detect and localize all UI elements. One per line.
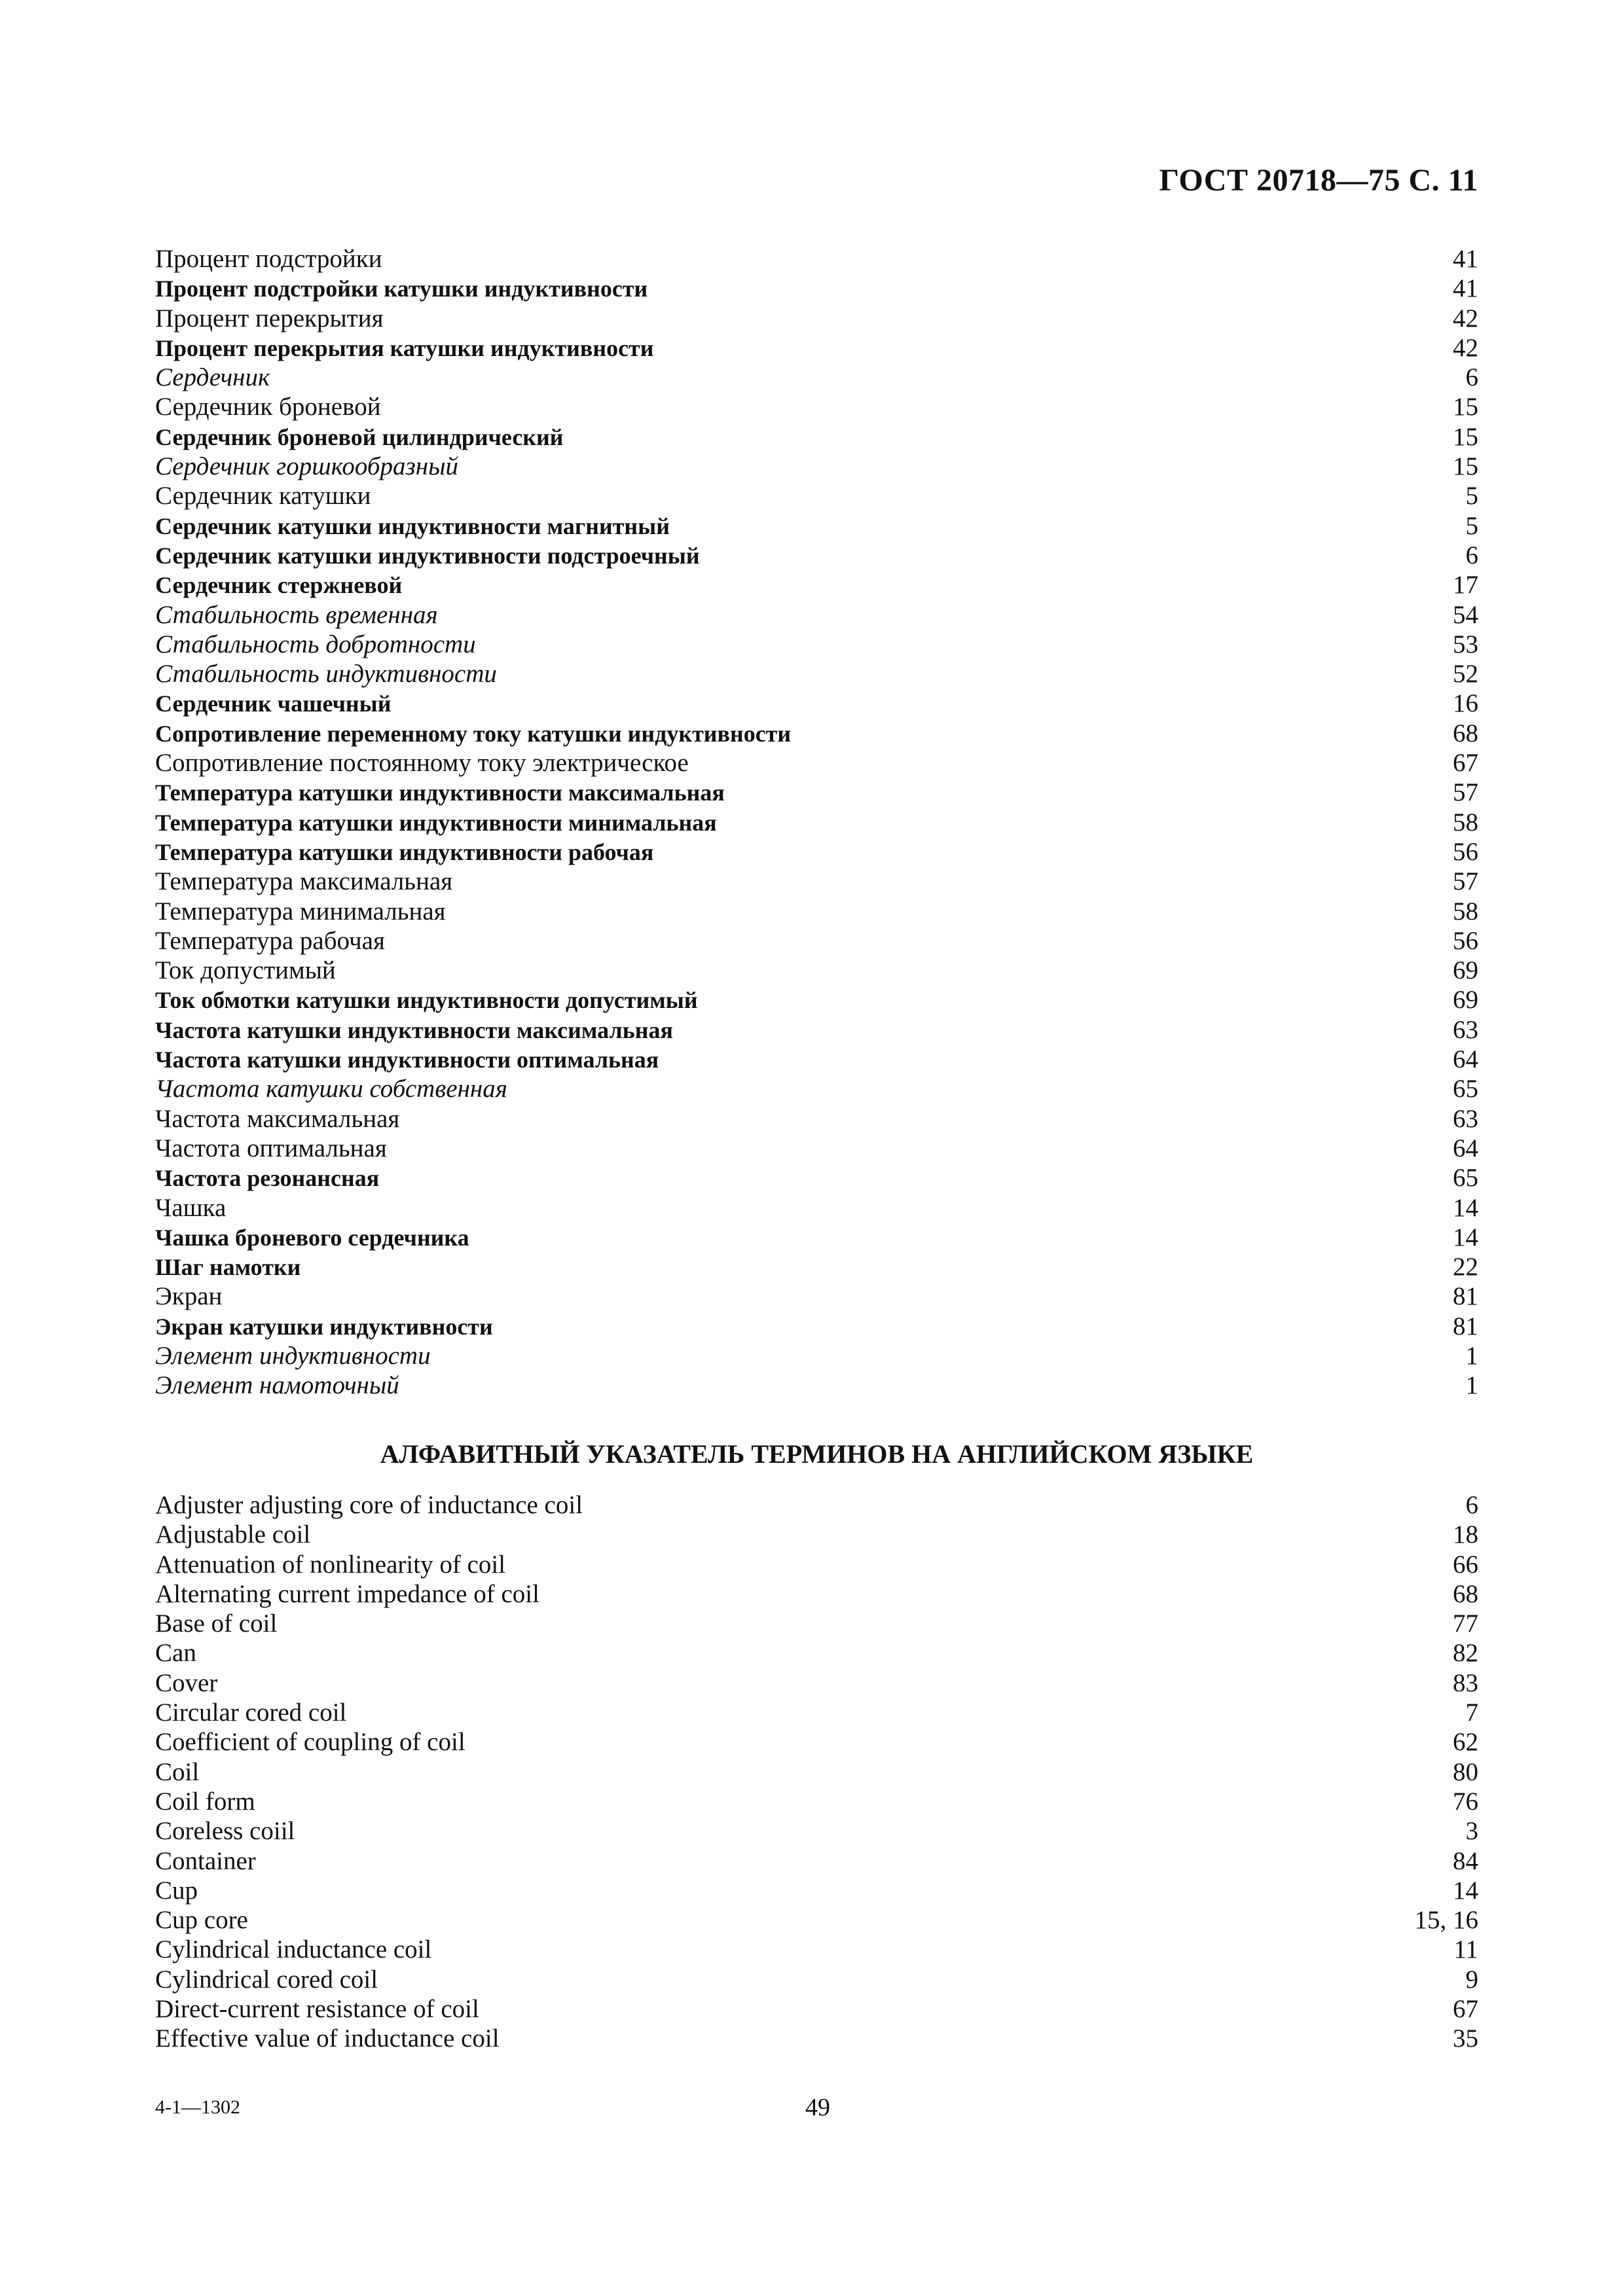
index-term: Процент подстройки катушки индуктивности	[155, 276, 648, 302]
index-term: Стабильность индуктивности	[155, 660, 497, 689]
index-term: Сердечник броневой	[155, 393, 381, 422]
index-term: Сердечник катушки индуктивности подстроечный	[155, 542, 700, 569]
index-entry	[155, 1074, 1478, 1103]
index-term-number: 67	[1453, 749, 1478, 778]
index-term: Cup core	[155, 1906, 248, 1935]
index-term: Сердечник катушки индуктивности магнитный	[155, 512, 670, 539]
index-term: Cup	[155, 1876, 198, 1905]
index-term: Coil form	[155, 1787, 255, 1816]
index-term-number: 41	[1453, 245, 1478, 273]
index-term-number: 68	[1453, 719, 1478, 747]
index-term-number: 42	[1453, 333, 1478, 362]
index-entry	[155, 867, 1478, 896]
index-entry	[155, 1638, 1478, 1668]
index-entry	[155, 1757, 1478, 1787]
index-entry	[155, 956, 1478, 985]
index-entry	[155, 837, 1478, 867]
index-entry	[155, 274, 1478, 303]
index-term: Cylindrical inductance coil	[155, 1935, 432, 1964]
index-term: Сердечник горшкообразный	[155, 452, 459, 481]
index-term-number: 15	[1453, 393, 1478, 422]
index-term: Coil	[155, 1757, 200, 1786]
index-entry	[155, 1282, 1478, 1311]
index-entry	[155, 926, 1478, 956]
index-term: Чашка броневого сердечника	[155, 1224, 469, 1251]
index-term: Cylindrical cored coil	[155, 1965, 378, 1994]
index-term: Температура максимальная	[155, 867, 453, 896]
index-entry	[155, 1312, 1478, 1341]
index-entry	[155, 719, 1478, 748]
index-term: Coreless coiil	[155, 1817, 295, 1846]
index-term: Частота катушки индуктивности оптимальная	[155, 1047, 659, 1073]
index-term: Частота оптимальная	[155, 1134, 387, 1162]
index-term-number: 84	[1453, 1846, 1478, 1875]
index-entry	[155, 452, 1478, 481]
index-entry	[155, 1787, 1478, 1816]
index-entry	[155, 541, 1478, 570]
index-term-number: 6	[1465, 1491, 1478, 1519]
index-term: Base of coil	[155, 1609, 278, 1638]
index-entry	[155, 1846, 1478, 1876]
index-entry	[155, 570, 1478, 600]
index-entry	[155, 659, 1478, 689]
index-entry	[155, 897, 1478, 926]
index-term-number: 83	[1453, 1668, 1478, 1697]
index-entry	[155, 1193, 1478, 1223]
index-term-number: 66	[1453, 1550, 1478, 1579]
index-term-number: 14	[1453, 1193, 1478, 1222]
index-entry	[155, 1727, 1478, 1757]
index-term: Сердечник чашечный	[155, 691, 392, 717]
index-entry	[155, 778, 1478, 807]
index-term-number: 11	[1453, 1935, 1478, 1964]
index-term-number: 82	[1453, 1639, 1478, 1668]
index-term-number: 53	[1453, 630, 1478, 658]
index-term: Coefficient of coupling of coil	[155, 1728, 465, 1757]
index-entry	[155, 2024, 1478, 2053]
index-term-number: 56	[1453, 837, 1478, 866]
english-term-index	[155, 1490, 1478, 2054]
index-term-number: 65	[1453, 1164, 1478, 1193]
index-term: Attenuation of nonlinearity of coil	[155, 1550, 506, 1579]
index-term-number: 80	[1453, 1757, 1478, 1786]
index-entry	[155, 1015, 1478, 1045]
index-term: Adjuster adjusting core of inductance coil	[155, 1491, 583, 1519]
index-term-number: 1	[1465, 1371, 1478, 1400]
index-term: Частота катушки индуктивности максимальная	[155, 1016, 673, 1043]
index-term-number: 63	[1453, 1104, 1478, 1133]
index-term: Элемент намоточный	[155, 1371, 399, 1400]
index-term-number: 81	[1453, 1312, 1478, 1340]
index-term: Ток обмотки катушки индуктивности допустимый	[155, 987, 698, 1014]
index-term-number: 52	[1453, 660, 1478, 689]
index-term-number: 15	[1453, 422, 1478, 451]
index-entry	[155, 808, 1478, 837]
index-term-number: 56	[1453, 926, 1478, 955]
index-term-number: 54	[1453, 600, 1478, 629]
index-term-number: 16	[1453, 689, 1478, 718]
index-term-number: 7	[1465, 1698, 1478, 1727]
index-term-number: 69	[1453, 956, 1478, 985]
index-term: Can	[155, 1639, 196, 1668]
index-entry	[155, 1816, 1478, 1846]
index-term: Сердечник стержневой	[155, 572, 403, 599]
index-term: Circular cored coil	[155, 1698, 347, 1727]
index-term-number: 17	[1453, 571, 1478, 600]
index-term-number: 6	[1465, 541, 1478, 569]
footer-code: 4-1—1302	[155, 2096, 240, 2118]
index-term-number: 22	[1453, 1253, 1478, 1282]
index-term: Сердечник	[155, 363, 270, 392]
index-term-number: 1	[1465, 1341, 1478, 1370]
index-entry	[155, 422, 1478, 452]
index-entry	[155, 244, 1478, 274]
index-term: Стабильность добротности	[155, 630, 476, 658]
english-index-title: АЛФАВИТНЫЙ УКАЗАТЕЛЬ ТЕРМИНОВ НА АНГЛИЙСКОМ ЯЗЫКЕ	[380, 1439, 1254, 1469]
index-term: Effective value of inductance coil	[155, 2024, 500, 2053]
index-entry	[155, 1252, 1478, 1282]
page-number: 49	[805, 2094, 830, 2121]
index-term-number: 6	[1465, 363, 1478, 392]
index-term: Чашка	[155, 1193, 227, 1222]
index-entry	[155, 1609, 1478, 1638]
index-entry	[155, 1876, 1478, 1905]
page-header: ГОСТ 20718—75 С. 11	[1159, 163, 1478, 198]
index-entry	[155, 1698, 1478, 1727]
index-entry	[155, 1668, 1478, 1698]
index-entry	[155, 1520, 1478, 1549]
index-entry	[155, 630, 1478, 659]
index-entry	[155, 1163, 1478, 1193]
index-term-number: 64	[1453, 1045, 1478, 1074]
index-entry	[155, 1104, 1478, 1134]
index-term: Элемент индуктивности	[155, 1341, 431, 1370]
index-term: Стабильность временная	[155, 600, 438, 629]
index-entry	[155, 689, 1478, 718]
index-term-number: 76	[1453, 1787, 1478, 1816]
index-entry	[155, 1905, 1478, 1935]
index-term-number: 77	[1453, 1609, 1478, 1638]
russian-term-index	[155, 244, 1478, 1401]
index-entry	[155, 333, 1478, 363]
index-term-number: 18	[1453, 1520, 1478, 1549]
index-entry	[155, 1223, 1478, 1252]
index-term: Cover	[155, 1668, 218, 1697]
index-term: Частота резонансная	[155, 1165, 380, 1192]
index-term-number: 62	[1453, 1728, 1478, 1757]
index-entry	[155, 1965, 1478, 1994]
index-entry	[155, 1341, 1478, 1371]
index-term: Процент перекрытия катушки индуктивности	[155, 334, 654, 361]
index-term: Процент перекрытия	[155, 304, 384, 332]
index-term: Экран	[155, 1282, 223, 1311]
index-entry	[155, 1490, 1478, 1520]
index-term: Ток допустимый	[155, 956, 336, 985]
index-term-number: 5	[1465, 482, 1478, 511]
index-term-number: 42	[1453, 304, 1478, 332]
index-term: Adjustable coil	[155, 1520, 311, 1549]
index-term: Экран катушки индуктивности	[155, 1313, 493, 1340]
index-term-number: 9	[1465, 1965, 1478, 1994]
index-entry	[155, 1045, 1478, 1074]
index-entry	[155, 1935, 1478, 1964]
index-entry	[155, 511, 1478, 541]
index-term-number: 67	[1453, 1995, 1478, 2024]
index-term-number: 57	[1453, 778, 1478, 807]
index-term-number: 15, 16	[1414, 1906, 1478, 1935]
index-entry	[155, 1134, 1478, 1163]
index-term: Температура рабочая	[155, 926, 385, 955]
index-entry	[155, 392, 1478, 422]
index-term: Alternating current impedance of coil	[155, 1579, 539, 1608]
index-term: Температура катушки индуктивности минимальная	[155, 809, 717, 836]
index-entry	[155, 363, 1478, 392]
index-term-number: 69	[1453, 986, 1478, 1014]
index-term: Сопротивление переменному току катушки индуктивности	[155, 720, 792, 747]
index-term: Температура катушки индуктивности рабочая	[155, 838, 654, 865]
index-term-number: 5	[1465, 511, 1478, 540]
index-term: Direct-current resistance of coil	[155, 1995, 479, 2024]
index-entry	[155, 304, 1478, 333]
index-entry	[155, 1579, 1478, 1609]
index-term-number: 41	[1453, 274, 1478, 303]
index-term-number: 57	[1453, 867, 1478, 896]
index-term: Процент подстройки	[155, 245, 382, 273]
index-term-number: 63	[1453, 1015, 1478, 1044]
index-term: Сердечник катушки	[155, 482, 371, 511]
index-entry	[155, 481, 1478, 511]
index-term-number: 64	[1453, 1134, 1478, 1162]
index-term-number: 3	[1465, 1817, 1478, 1846]
index-term-number: 68	[1453, 1579, 1478, 1608]
index-term: Частота катушки собственная	[155, 1075, 507, 1103]
index-term: Шаг намотки	[155, 1254, 301, 1281]
index-entry	[155, 985, 1478, 1014]
index-entry	[155, 600, 1478, 630]
index-term-number: 35	[1453, 2024, 1478, 2053]
index-term: Сердечник броневой цилиндрический	[155, 423, 564, 450]
index-term-number: 14	[1453, 1876, 1478, 1905]
index-term: Температура минимальная	[155, 897, 446, 925]
index-term-number: 15	[1453, 452, 1478, 481]
index-term-number: 58	[1453, 897, 1478, 925]
index-term-number: 14	[1453, 1223, 1478, 1251]
index-term-number: 58	[1453, 808, 1478, 836]
index-entry	[155, 748, 1478, 778]
index-entry	[155, 1994, 1478, 2024]
index-term-number: 65	[1453, 1075, 1478, 1103]
index-term: Container	[155, 1846, 256, 1875]
index-term: Частота максимальная	[155, 1104, 400, 1133]
index-term: Температура катушки индуктивности максимальная	[155, 780, 725, 806]
index-term: Сопротивление постоянному току электрическое	[155, 749, 689, 778]
index-entry	[155, 1550, 1478, 1579]
index-term-number: 81	[1453, 1282, 1478, 1311]
index-entry	[155, 1371, 1478, 1400]
